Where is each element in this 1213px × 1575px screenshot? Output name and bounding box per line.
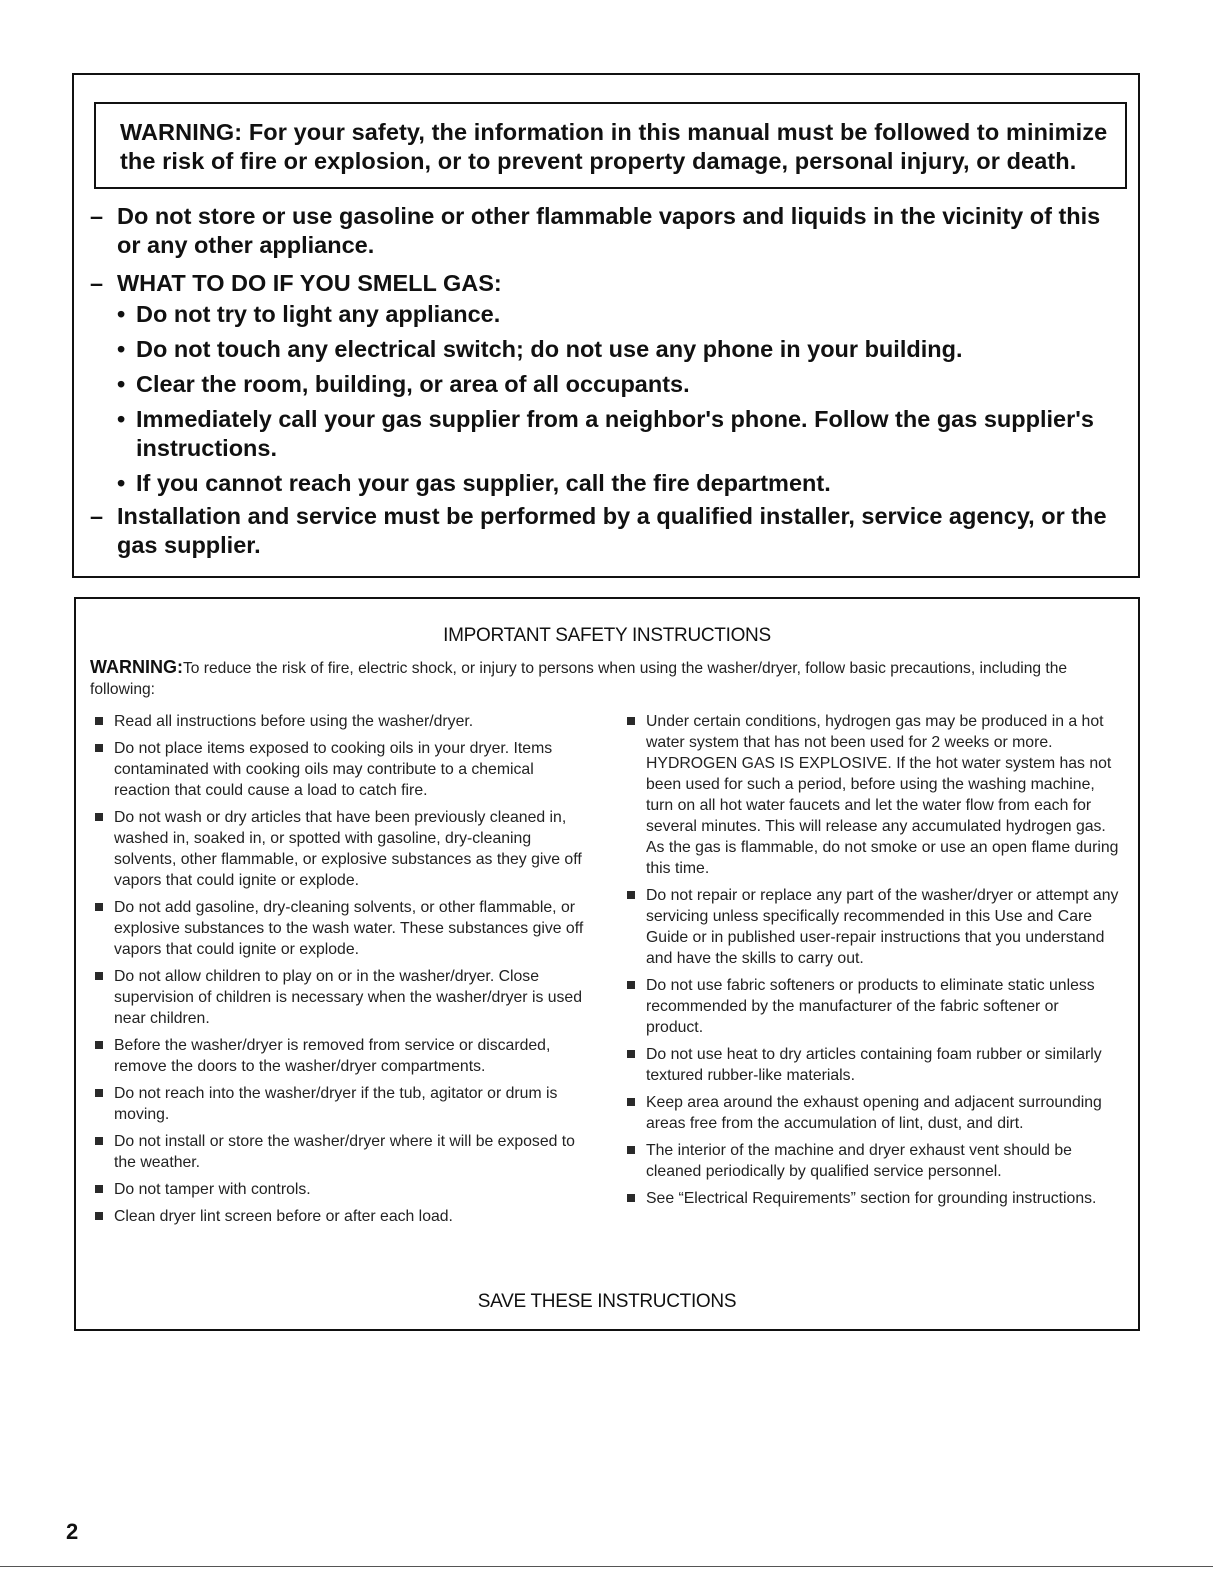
list-item [92, 1131, 592, 1173]
list-item [624, 1092, 1119, 1134]
bullet-marker: • [117, 301, 126, 327]
left-instruction-column [92, 711, 592, 1233]
list-item-text: The interior of the machine and dryer exhaust vent should be cleaned periodically by qualified service personnel. [646, 1142, 1072, 1180]
smell-gas-bullet [117, 335, 1130, 364]
list-item [92, 1083, 592, 1125]
list-item [92, 807, 592, 891]
square-bullet-icon [95, 1089, 103, 1097]
square-bullet-icon [627, 891, 635, 899]
square-bullet-icon [627, 1194, 635, 1202]
smell-gas-bullet-text: Do not touch any electrical switch; do not use any phone in your building. [136, 336, 963, 362]
page-number: 2 [66, 1519, 79, 1544]
save-instructions-footer: SAVE THESE INSTRUCTIONS [477, 1291, 737, 1312]
list-item-text: Under certain conditions, hydrogen gas may be produced in a hot water system that has not been used for 2 weeks or more. HYDROGEN GAS IS EXPLOSIVE. If the hot water system has not been used for such a period, before using the washing machine, turn on all hot water faucets and let the water flow from each for several minutes. This will release any accumulated hydrogen gas. As the gas is flammable, do not smoke or use an open flame during this time. [646, 713, 1119, 877]
gas-warning-item [90, 502, 1130, 560]
list-item-text: Do not place items exposed to cooking oils in your dryer. Items contaminated with cooking oils may contribute to a chemical reaction that could cause a load to catch fire. [114, 740, 553, 799]
smell-gas-bullet-text: If you cannot reach your gas supplier, call the fire department. [136, 470, 831, 496]
safety-instructions-box [74, 597, 1140, 1331]
list-item [92, 897, 592, 960]
square-bullet-icon [95, 972, 103, 980]
list-item-text: Do not repair or replace any part of the washer/dryer or attempt any servicing unless specifically recommended in this Use and Care Guide or in published user-repair instructions that you understand and have the skills to carry out. [646, 887, 1119, 967]
list-item-text: See “Electrical Requirements” section for grounding instructions. [646, 1190, 1097, 1207]
list-item [624, 885, 1119, 969]
square-bullet-icon [95, 744, 103, 752]
smell-gas-bullet-text: Immediately call your gas supplier from a neighbor's phone. Follow the gas supplier's instructions. [136, 406, 1094, 461]
list-item-text: Do not allow children to play on or in the washer/dryer. Close supervision of children is necessary when the washer/dryer is used near children. [114, 968, 582, 1027]
list-item [624, 975, 1119, 1038]
gas-warning-item-text: Installation and service must be performed by a qualified installer, service agency, or the gas supplier. [117, 503, 1107, 558]
bullet-marker: • [117, 406, 126, 432]
smell-gas-bullet-text: Do not try to light any appliance. [136, 301, 501, 327]
list-item-text: Keep area around the exhaust opening and adjacent surrounding areas free from the accumulation of lint, dust, and dirt. [646, 1094, 1102, 1132]
safety-instructions-intro [90, 657, 1090, 700]
square-bullet-icon [95, 1137, 103, 1145]
square-bullet-icon [95, 717, 103, 725]
square-bullet-icon [95, 813, 103, 821]
list-item [92, 711, 592, 732]
gas-warning-header-box [94, 102, 1127, 189]
bullet-marker: • [117, 371, 126, 397]
list-item [92, 966, 592, 1029]
list-item [92, 1179, 592, 1200]
square-bullet-icon [95, 1041, 103, 1049]
list-item [624, 711, 1119, 879]
dash-marker: – [90, 503, 104, 529]
list-item [92, 1035, 592, 1077]
list-item [624, 1140, 1119, 1182]
list-item [624, 1188, 1119, 1209]
list-item-text: Do not add gasoline, dry-cleaning solvents, or other flammable, or explosive substances to the wash water. These substances give off vapors that could ignite or explode. [114, 899, 584, 958]
gas-warning-list [90, 202, 1130, 569]
square-bullet-icon [627, 1146, 635, 1154]
dash-marker: – [90, 203, 104, 229]
square-bullet-icon [627, 1098, 635, 1106]
list-item-text: Do not use heat to dry articles containing foam rubber or similarly textured rubber-like materials. [646, 1046, 1102, 1084]
warning-label: WARNING: [90, 657, 183, 677]
list-item-text: Before the washer/dryer is removed from service or discarded, remove the doors to the washer/dryer compartments. [114, 1037, 551, 1075]
square-bullet-icon [95, 1185, 103, 1193]
smell-gas-bullet-text: Clear the room, building, or area of all occupants. [136, 371, 690, 397]
intro-text: To reduce the risk of fire, electric shock, or injury to persons when using the washer/dryer, follow basic precautions, including the following: [90, 660, 1068, 698]
list-item-text: Do not reach into the washer/dryer if the tub, agitator or drum is moving. [114, 1085, 558, 1123]
list-item [624, 1044, 1119, 1086]
gas-warning-box [72, 73, 1140, 578]
square-bullet-icon [627, 717, 635, 725]
smell-gas-bullet [117, 300, 1130, 329]
list-item-text: Do not use fabric softeners or products to eliminate static unless recommended by the manufacturer of the fabric softener or product. [646, 977, 1095, 1036]
bullet-marker: • [117, 336, 126, 362]
dash-marker: – [90, 270, 104, 296]
list-item-text: Read all instructions before using the washer/dryer. [114, 713, 474, 730]
square-bullet-icon [627, 981, 635, 989]
bullet-marker: • [117, 470, 126, 496]
smell-gas-bullet [117, 370, 1130, 399]
square-bullet-icon [95, 1212, 103, 1220]
list-item-text: Do not install or store the washer/dryer where it will be exposed to the weather. [114, 1133, 575, 1171]
gas-warning-item [90, 202, 1130, 260]
gas-warning-item-text: WHAT TO DO IF YOU SMELL GAS: [117, 270, 502, 296]
page-bottom-rule [0, 1566, 1213, 1567]
smell-gas-bullet [117, 405, 1130, 463]
square-bullet-icon [95, 903, 103, 911]
list-item-text: Do not tamper with controls. [114, 1181, 311, 1198]
square-bullet-icon [627, 1050, 635, 1058]
smell-gas-bullet [117, 469, 1130, 498]
list-item [92, 738, 592, 801]
right-instruction-column [624, 711, 1119, 1215]
list-item-text: Do not wash or dry articles that have been previously cleaned in, washed in, soaked in, or spotted with gasoline, dry-cleaning solvents, other flammable, or explosive substances as they give off vapors that could ignite or explode. [114, 809, 582, 889]
gas-warning-item-text: Do not store or use gasoline or other flammable vapors and liquids in the vicinity of this or any other appliance. [117, 203, 1101, 258]
gas-warning-header: WARNING: For your safety, the information in this manual must be followed to minimize the risk of fire or explosion, or to prevent property damage, personal injury, or death. [120, 119, 1108, 174]
safety-instructions-title: IMPORTANT SAFETY INSTRUCTIONS [443, 625, 771, 646]
gas-warning-item [90, 269, 1130, 498]
smell-gas-bullets [117, 300, 1130, 498]
list-item [92, 1206, 592, 1227]
list-item-text: Clean dryer lint screen before or after each load. [114, 1208, 453, 1225]
